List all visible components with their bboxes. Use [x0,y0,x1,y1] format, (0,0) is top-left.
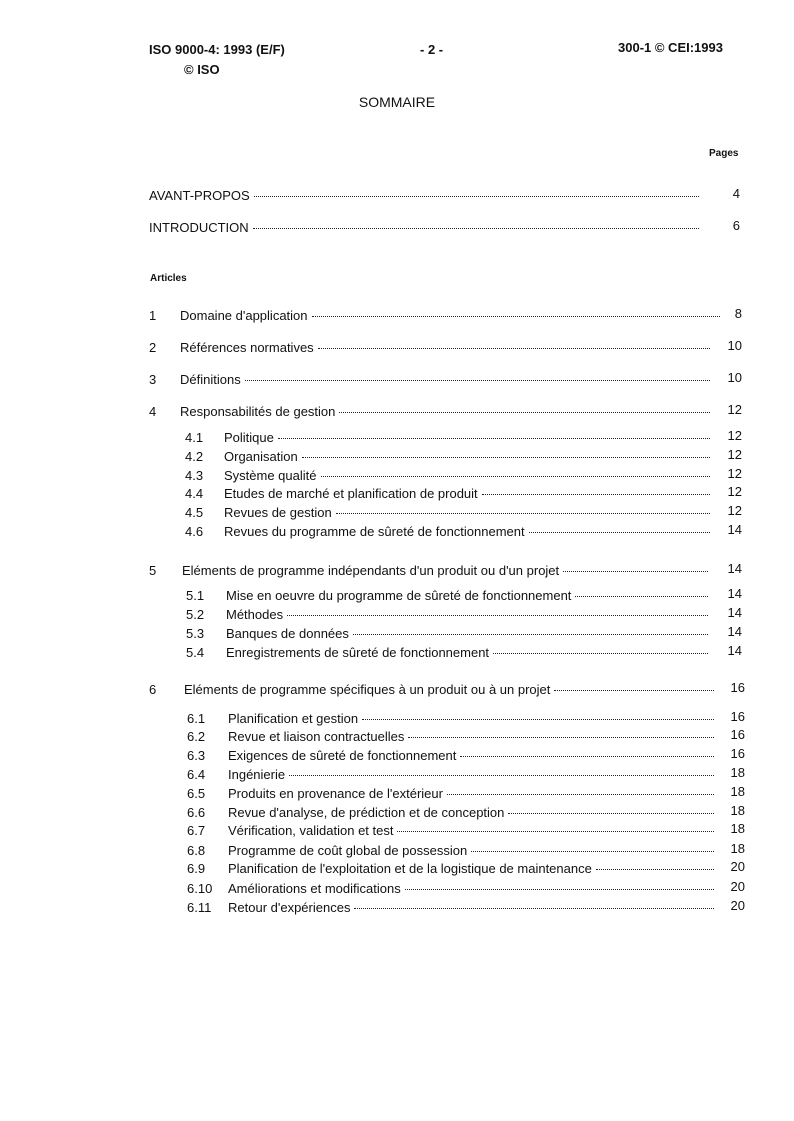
toc-row[interactable] [187,900,718,916]
header-left: ISO 9000-4: 1993 (E/F) [149,42,285,57]
toc-label: Améliorations et modifications [228,881,401,896]
toc-page: 12 [727,466,742,481]
leader-dots [287,615,708,616]
toc-page: 16 [730,727,745,742]
toc-row[interactable] [187,823,718,839]
toc-page: 20 [730,859,745,874]
leader-dots [447,794,714,795]
toc-row[interactable] [187,748,718,764]
toc-number: 6.6 [187,805,206,820]
toc-row[interactable] [149,404,714,420]
toc-row[interactable] [187,861,718,877]
toc-page: 10 [727,338,742,353]
articles-label: Articles [150,273,187,284]
toc-row[interactable] [187,767,718,783]
toc-page: 10 [727,370,742,385]
toc-label: Système qualité [224,468,317,483]
toc-number: 4.6 [185,524,204,539]
toc-label: Définitions [180,372,241,387]
leader-dots [289,775,714,776]
toc-row[interactable] [187,729,718,745]
toc-label: Vérification, validation et test [228,823,394,838]
leader-dots [318,348,710,349]
toc-label: Méthodes [226,607,284,622]
toc-number: 4.1 [185,430,204,445]
toc-label: Ingénierie [228,767,286,782]
toc-page: 12 [727,484,742,499]
toc-number: 6.11 [187,900,212,915]
toc-label: INTRODUCTION [149,220,249,235]
toc-page: 20 [730,898,745,913]
toc-number: 4.2 [185,449,204,464]
toc-page: 20 [730,879,745,894]
toc-label: Eléments de programme indépendants d'un produit ou d'un projet [182,563,560,578]
toc-row[interactable] [187,881,718,897]
toc-number: 3 [149,372,157,387]
leader-dots [471,851,714,852]
toc-number: 4.3 [185,468,204,483]
toc-label: Produits en provenance de l'extérieur [228,786,443,801]
toc-page: 18 [730,841,745,856]
leader-dots [482,494,710,495]
toc-row[interactable] [185,486,714,502]
leader-dots [529,532,710,533]
toc-label: Revues du programme de sûreté de fonctionnement [224,524,525,539]
toc-number: 6.9 [187,861,206,876]
toc-label: Planification de l'exploitation et de la logistique de maintenance [228,861,592,876]
toc-page: 4 [732,186,740,201]
toc-label: Planification et gestion [228,711,359,726]
page-title: SOMMAIRE [358,94,436,110]
toc-label: Revue d'analyse, de prédiction et de conception [228,805,505,820]
toc-row[interactable] [149,372,714,388]
toc-row[interactable] [187,711,718,727]
header-page-number: - 2 - [420,42,444,57]
toc-row[interactable] [187,805,718,821]
toc-page: 8 [734,306,742,321]
leader-dots [254,196,699,197]
toc-label: Domaine d'application [180,308,308,323]
toc-number: 2 [149,340,157,355]
leader-dots [253,228,699,229]
toc-row[interactable] [185,449,714,465]
toc-row[interactable] [186,626,712,642]
toc-row[interactable] [186,607,712,623]
toc-label: Revue et liaison contractuelles [228,729,405,744]
toc-row[interactable] [185,524,714,540]
toc-label: AVANT-PROPOS [149,188,250,203]
toc-label: Retour d'expériences [228,900,351,915]
toc-number: 5.2 [186,607,205,622]
toc-page: 16 [730,746,745,761]
toc-label: Références normatives [180,340,314,355]
toc-row[interactable] [186,588,712,604]
toc-page: 14 [727,605,742,620]
toc-page: 6 [732,218,740,233]
leader-dots [460,756,714,757]
toc-number: 6.1 [187,711,206,726]
leader-dots [397,831,714,832]
leader-dots [336,513,710,514]
toc-page: 12 [727,428,742,443]
leader-dots [278,438,710,439]
toc-row[interactable] [149,563,712,579]
toc-page: 14 [727,522,742,537]
toc-number: 6 [149,682,157,697]
leader-dots [408,737,714,738]
toc-label: Banques de données [226,626,349,641]
toc-page: 14 [727,643,742,658]
toc-page: 18 [730,765,745,780]
toc-number: 6.7 [187,823,206,838]
toc-number: 6.8 [187,843,206,858]
toc-page: 12 [727,503,742,518]
toc-number: 5.4 [186,645,205,660]
toc-row[interactable] [149,340,714,356]
toc-number: 5 [149,563,157,578]
leader-dots [575,596,708,597]
toc-number: 4.4 [185,486,204,501]
toc-number: 6.2 [187,729,206,744]
toc-label: Mise en oeuvre du programme de sûreté de fonctionnement [226,588,572,603]
toc-number: 6.10 [187,881,213,896]
leader-dots [596,869,714,870]
toc-label: Responsabilités de gestion [180,404,336,419]
toc-number: 4.5 [185,505,204,520]
leader-dots [312,316,720,317]
toc-page: 16 [730,709,745,724]
leader-dots [354,908,714,909]
toc-number: 1 [149,308,157,323]
leader-dots [321,476,711,477]
header-left-sub: © ISO [184,62,220,77]
leader-dots [339,412,710,413]
leader-dots [302,457,710,458]
leader-dots [508,813,714,814]
toc-page: 14 [727,586,742,601]
header-right: 300-1 © CEI:1993 [618,40,723,55]
toc-label: Exigences de sûreté de fonctionnement [228,748,457,763]
toc-label: Etudes de marché et planification de produit [224,486,478,501]
toc-number: 4 [149,404,157,419]
leader-dots [554,690,714,691]
toc-row-front[interactable] [149,188,703,204]
toc-page: 12 [727,402,742,417]
toc-row[interactable] [149,682,718,698]
toc-label: Organisation [224,449,298,464]
toc-page: 16 [730,680,745,695]
toc-page: 18 [730,821,745,836]
toc-label: Politique [224,430,274,445]
toc-row[interactable] [185,430,714,446]
toc-row[interactable] [185,505,714,521]
leader-dots [362,719,714,720]
toc-row-front[interactable] [149,220,703,236]
toc-label: Eléments de programme spécifiques à un produit ou à un projet [184,682,551,697]
toc-label: Revues de gestion [224,505,332,520]
toc-page: 18 [730,803,745,818]
toc-page: 12 [727,447,742,462]
toc-page: 14 [727,561,742,576]
toc-label: Enregistrements de sûreté de fonctionnement [226,645,490,660]
toc-row[interactable] [186,645,712,661]
toc-page: 14 [727,624,742,639]
leader-dots [405,889,714,890]
toc-label: Programme de coût global de possession [228,843,468,858]
toc-row[interactable] [187,843,718,859]
toc-number: 5.3 [186,626,205,641]
toc-number: 6.3 [187,748,206,763]
leader-dots [353,634,708,635]
toc-row[interactable] [187,786,718,802]
leader-dots [493,653,708,654]
toc-number: 6.4 [187,767,206,782]
toc-number: 5.1 [186,588,205,603]
toc-number: 6.5 [187,786,206,801]
pages-column-label: Pages [709,148,739,159]
leader-dots [245,380,710,381]
toc-row[interactable] [149,308,724,324]
toc-row[interactable] [185,468,714,484]
toc-page: 18 [730,784,745,799]
leader-dots [563,571,708,572]
